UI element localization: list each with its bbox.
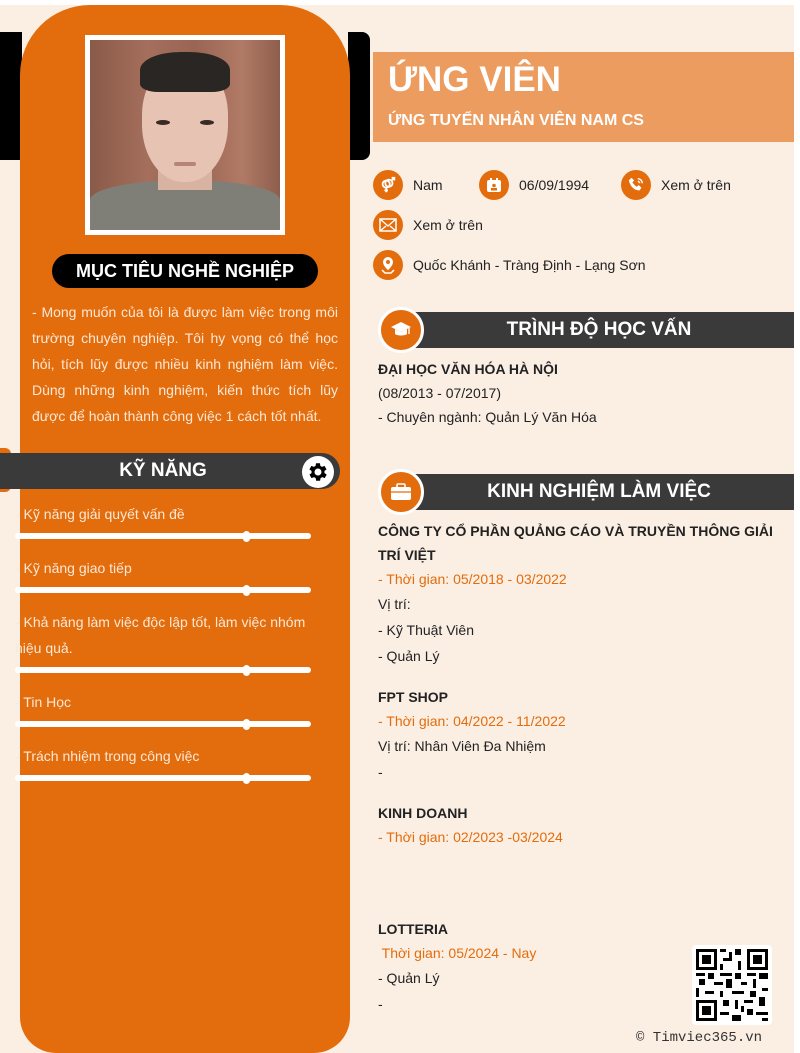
job-line: - Kỹ Thuật Viên (378, 622, 474, 638)
avatar-frame (85, 35, 285, 235)
job-time: Thời gian: 05/2024 - Nay (378, 945, 537, 961)
birthday-value: 06/09/1994 (519, 177, 590, 193)
skill-level-bar (15, 533, 311, 539)
skills-title: KỸ NĂNG (119, 460, 207, 481)
job-entry (378, 801, 783, 849)
job-time: - Thời gian: 05/2018 - 03/2022 (378, 571, 567, 587)
gender-icon (373, 170, 403, 200)
skill-item (15, 689, 311, 727)
job-line: - Quản Lý (378, 648, 440, 664)
job-company: KINH DOANH (378, 805, 468, 821)
skill-level-knob (243, 719, 250, 730)
job-time: - Thời gian: 04/2022 - 11/2022 (378, 713, 566, 729)
skill-level-bar (15, 721, 311, 727)
calendar-icon (479, 170, 509, 200)
objective-text: - Mong muốn của tôi là được làm việc trong môi trường chuyên nghiệp. Tôi hy vọng có thể học hỏi, tích lũy được nhiều kinh nghiệm làm việc. Dùng những kinh nghiệm, kiến thức tích lũy được để hoàn thành công việc 1 cách tốt nhất. (32, 304, 338, 424)
candidate-name: ỨNG VIÊN (388, 60, 561, 99)
job-company: FPT SHOP (378, 689, 449, 705)
gender-value: Nam (413, 177, 443, 193)
phone-value: Xem ở trên (661, 177, 731, 193)
job-company: LOTTERIA (378, 921, 448, 937)
avatar (90, 40, 280, 230)
cv-page (0, 5, 794, 1053)
skill-name: - Khả năng làm việc độc lập tốt, làm việc nhóm hiệu quả. (15, 614, 306, 656)
job-entry (378, 519, 783, 669)
job-line: - (378, 764, 383, 780)
job-line: - Quản Lý (378, 970, 440, 986)
skill-item (15, 555, 311, 593)
copyright: © Timviec365.vn (636, 1030, 763, 1046)
qr-code (692, 945, 772, 1025)
skill-level-knob (243, 773, 250, 784)
job-time: - Thời gian: 02/2023 -03/2024 (378, 829, 563, 845)
briefcase-icon (378, 469, 424, 515)
job-line: - (378, 996, 383, 1012)
skill-level-knob (243, 665, 250, 676)
skill-item (15, 501, 311, 539)
skill-name: - Kỹ năng giải quyết vấn đề (15, 506, 185, 522)
phone-icon (621, 170, 651, 200)
education-period: (08/2013 - 07/2017) (378, 385, 501, 401)
skills-header (0, 453, 340, 489)
education-header (404, 312, 794, 348)
gear-icon (302, 456, 334, 488)
contact-gender (373, 170, 443, 200)
skill-level-knob (243, 585, 250, 596)
skill-name: - Kỹ năng giao tiếp (15, 560, 132, 576)
decor-tab-right (348, 32, 370, 160)
mail-icon (373, 210, 403, 240)
skill-name: - Trách nhiệm trong công việc (15, 748, 200, 764)
address-value: Quốc Khánh - Tràng Định - Lạng Sơn (413, 257, 646, 273)
experience-header (404, 474, 794, 510)
skill-level-bar (15, 587, 311, 593)
location-icon (373, 250, 403, 280)
skill-level-bar (15, 775, 311, 781)
name-header (373, 52, 794, 142)
email-value: Xem ở trên (413, 217, 483, 233)
contact-address (373, 250, 646, 280)
job-company: CÔNG TY CỔ PHẦN QUẢNG CÁO VÀ TRUYỀN THÔNG GIẢI TRÍ VIỆT (378, 523, 773, 563)
contact-phone (621, 170, 731, 200)
skill-level-bar (15, 667, 311, 673)
skill-level-knob (243, 531, 250, 542)
skills-list (15, 501, 311, 797)
school-name: ĐẠI HỌC VĂN HÓA HÀ NỘI (378, 361, 558, 377)
education-major: - Chuyên ngành: Quản Lý Văn Hóa (378, 409, 597, 425)
graduation-cap-icon (378, 307, 424, 353)
job-line: Vị trí: Nhân Viên Đa Nhiệm (378, 738, 546, 754)
decor-tab-left (0, 32, 22, 160)
contact-birthday (479, 170, 589, 200)
job-line: Vị trí: (378, 596, 411, 612)
candidate-position: ỨNG TUYỂN NHÂN VIÊN NAM CS (388, 112, 644, 129)
skill-name: - Tin Học (15, 694, 72, 710)
objective-title: MỤC TIÊU NGHỀ NGHIỆP (52, 254, 318, 288)
experience-title: KINH NGHIỆM LÀM VIỆC (487, 481, 711, 502)
job-entry (378, 685, 783, 785)
skill-item (15, 609, 311, 673)
education-title: TRÌNH ĐỘ HỌC VẤN (506, 319, 692, 340)
skill-item (15, 743, 311, 781)
contact-email (373, 210, 483, 240)
education-entry (378, 357, 783, 429)
